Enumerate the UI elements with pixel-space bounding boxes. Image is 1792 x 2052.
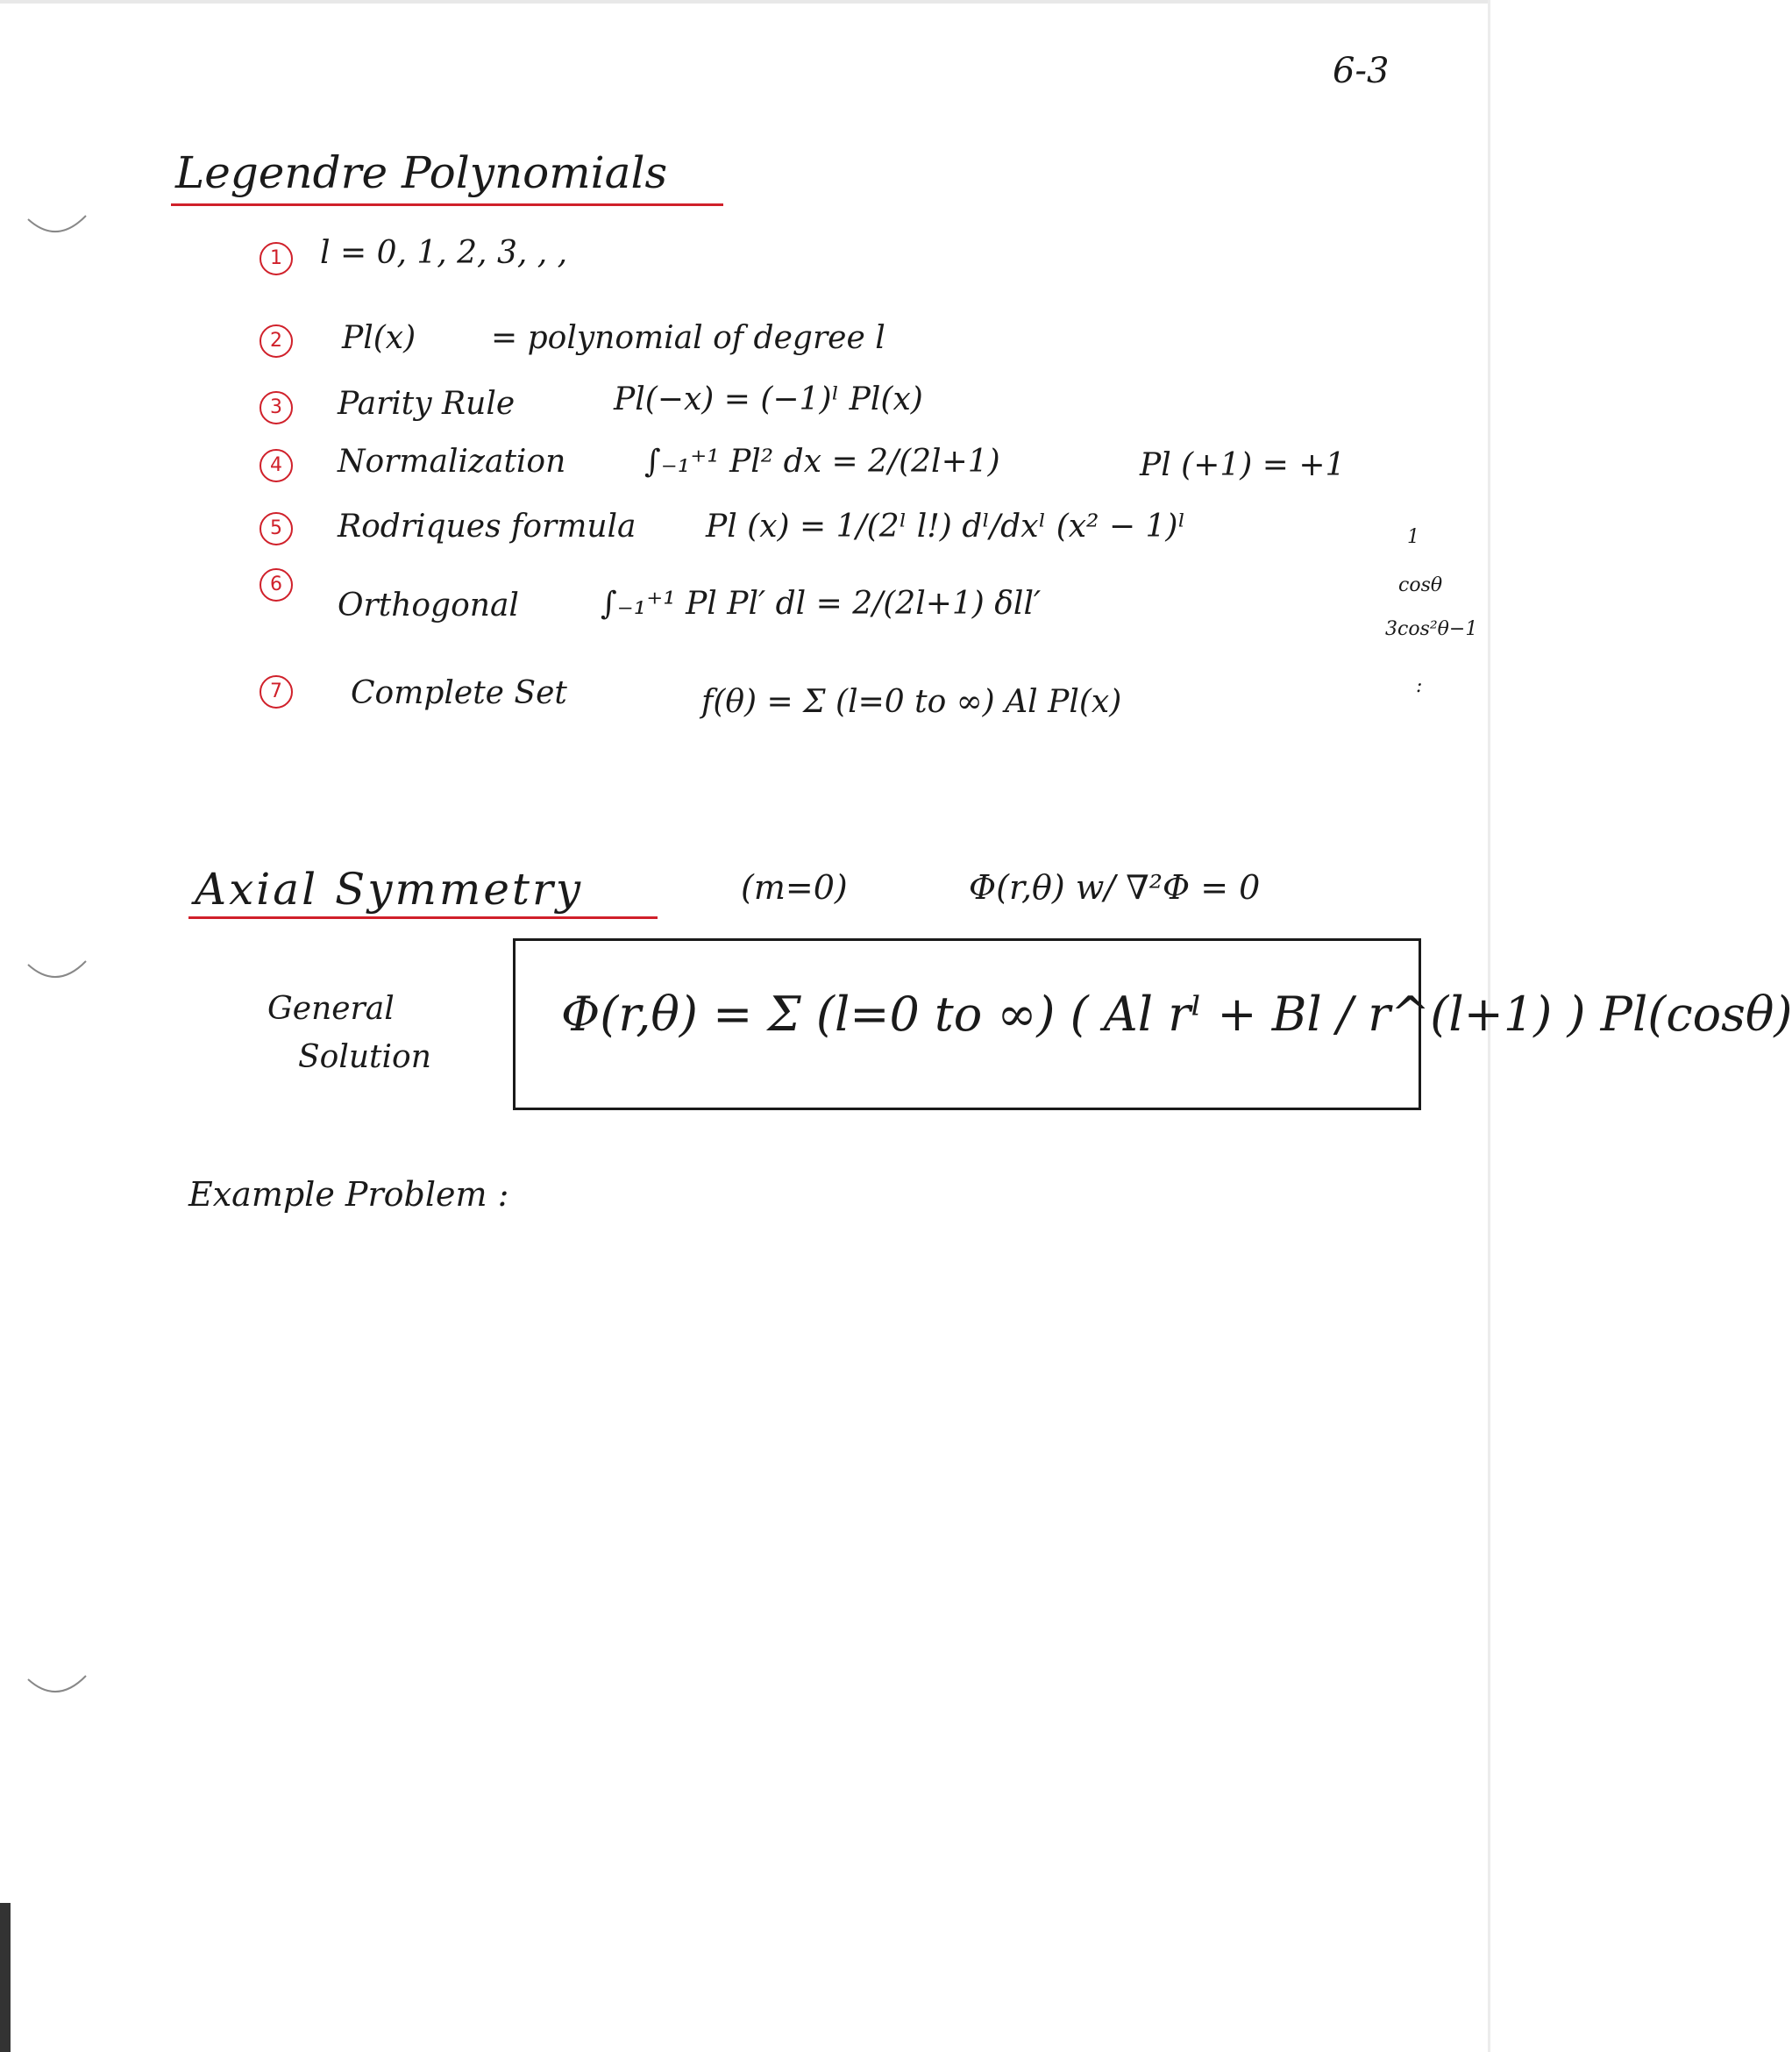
example-problem-heading: Example Problem : — [188, 1175, 509, 1214]
item-label: Pl(x) — [342, 320, 416, 356]
item-number: 5 — [260, 512, 293, 545]
side-note: cosθ — [1398, 574, 1443, 596]
general-solution-label: General — [267, 991, 395, 1027]
item-number: 1 — [260, 242, 293, 275]
page-number: 6-3 — [1333, 51, 1390, 91]
side-note: 1 — [1407, 526, 1419, 548]
item-label: Rodriques formula — [338, 509, 636, 545]
axial-potential: Φ(r,θ) w/ ∇²Φ = 0 — [969, 868, 1261, 907]
section-title-axial: Axial Symmetry — [195, 864, 584, 915]
item-label: Normalization — [338, 444, 566, 480]
item-label: Parity Rule — [338, 386, 516, 422]
axial-condition: (m=0) — [741, 868, 848, 907]
page-edge — [0, 0, 1490, 4]
item-formula: Pl(−x) = (−1)ˡ Pl(x) — [614, 381, 923, 417]
item-formula: l = 0, 1, 2, 3, , , — [320, 235, 568, 271]
item-label: Complete Set — [351, 675, 567, 711]
item-formula: = polynomial of degree l — [491, 320, 885, 356]
item-formula: Pl (x) = 1/(2ˡ l!) dˡ/dxˡ (x² − 1)ˡ — [706, 509, 1186, 545]
punch-hole-icon — [26, 956, 88, 991]
title-underline — [188, 916, 658, 919]
general-solution-formula: Φ(r,θ) = Σ (l=0 to ∞) ( Al rˡ + Bl / r^(l+1) ) Pl(cosθ) — [561, 987, 1792, 1042]
item-formula: ∫₋₁⁺¹ Pl Pl′ dl = 2/(2l+1) δll′ — [601, 586, 1042, 622]
normalization-aside: Pl (+1) = +1 — [1140, 447, 1346, 483]
punch-hole-icon — [26, 210, 88, 246]
item-formula: f(θ) = Σ (l=0 to ∞) Al Pl(x) — [701, 684, 1122, 720]
section-title-legendre: Legendre Polynomials — [175, 147, 668, 198]
punch-hole-icon — [26, 1671, 88, 1706]
binder-strip — [0, 1903, 11, 2052]
side-note: 3cos²θ−1 — [1385, 618, 1478, 640]
item-label: Orthogonal — [338, 588, 519, 623]
side-note: : — [1416, 675, 1423, 697]
item-number: 3 — [260, 391, 293, 424]
item-number: 6 — [260, 568, 293, 602]
item-number: 2 — [260, 324, 293, 358]
general-solution-label: Solution — [298, 1039, 431, 1075]
item-number: 7 — [260, 675, 293, 709]
item-formula: ∫₋₁⁺¹ Pl² dx = 2/(2l+1) — [644, 444, 1000, 480]
item-number: 4 — [260, 449, 293, 482]
title-underline — [171, 203, 723, 206]
